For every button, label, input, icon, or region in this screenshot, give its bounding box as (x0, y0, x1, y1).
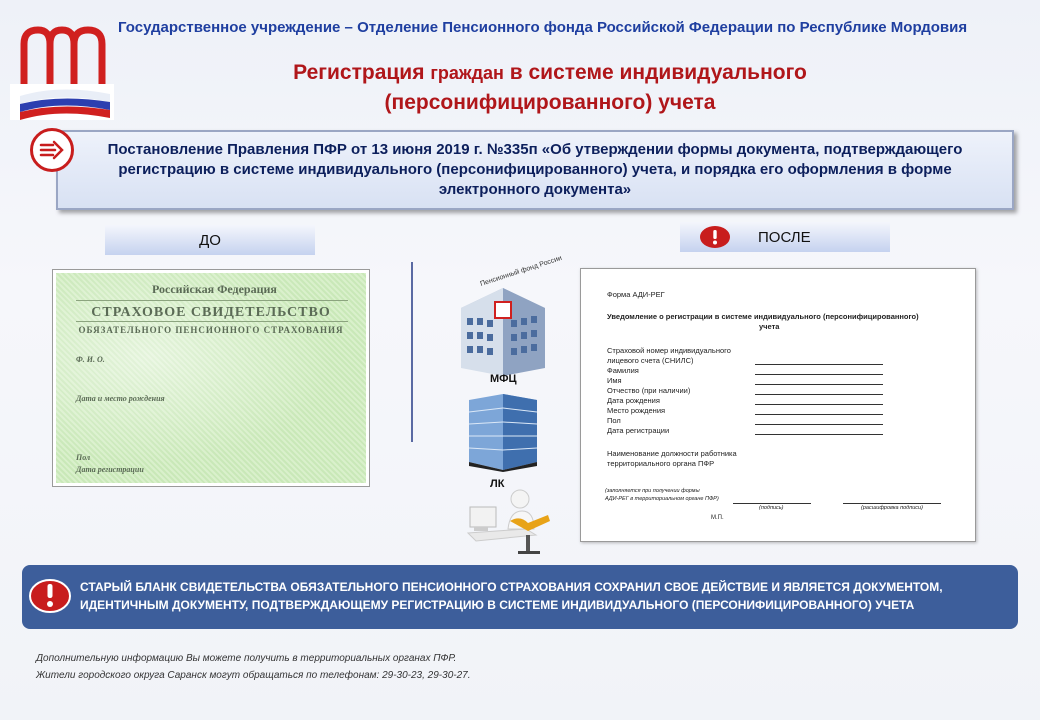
form-field-name: Имя (607, 376, 622, 385)
cert-field-sex: Пол (76, 453, 91, 462)
form-line (755, 434, 883, 435)
cert-title: СТРАХОВОЕ СВИДЕТЕЛЬСТВО (91, 305, 331, 320)
form-line (755, 374, 883, 375)
form-decoding-label: (расшифровка подписи) (861, 505, 923, 511)
mfc-label: МФЦ (490, 373, 517, 385)
form-field-birthdate: Дата рождения (607, 396, 660, 405)
cert-rule (76, 300, 348, 301)
tab-before-label: ДО (199, 231, 221, 249)
title-part3: в системе индивидуального (509, 61, 807, 84)
form-field-regdate: Дата регистрации (607, 426, 670, 435)
cert-subtitle: ОБЯЗАТЕЛЬНОГО ПЕНСИОННОГО СТРАХОВАНИЯ (78, 325, 344, 335)
title-line2: (персонифицированного) учета (384, 91, 716, 114)
pfr-building-sign: Пенсионный фонд России (479, 254, 563, 288)
form-decoding-line (843, 503, 941, 504)
form-note-line2: АДИ-РЕГ в территориальном органе ПФР) (605, 496, 719, 502)
cert-rule (76, 321, 348, 322)
form-position-line1: Наименование должности работника (607, 449, 737, 458)
resolution-text: Постановление Правления ПФР от 13 июня 2019 г. №335п «Об утверждении формы документа, подтверждающего регистрацию в системе индивидуального (персонифицированного) учета, и порядка его оформления в форме электронного документа» (107, 141, 963, 198)
form-note-line1: (заполняется при получении формы (605, 488, 700, 494)
divider (411, 262, 413, 442)
resolution-banner (56, 130, 1014, 210)
form-position-line2: территориального органа ПФР (607, 459, 715, 468)
form-stamp: М.П. (711, 515, 724, 521)
old-certificate-image (52, 269, 370, 487)
form-line (755, 394, 883, 395)
tab-after (680, 222, 890, 252)
form-heading-line1: Уведомление о регистрации в системе индивидуального (персонифицированного) (607, 312, 919, 321)
tab-before (105, 225, 315, 255)
notice-line2: ИДЕНТИЧНЫМ ДОКУМЕНТУ, ПОДТВЕРЖДАЮЩЕМУ РЕГИСТРАЦИЮ В СИСТЕМЕ ИНДИВИДУАЛЬНОГО (ПЕРСОНИФИЦИРОВАННОГО) УЧЕТА (80, 598, 915, 612)
form-field-surname: Фамилия (607, 366, 639, 375)
cert-field-birth: Дата и место рождения (76, 394, 165, 403)
pfr-logo (10, 14, 114, 120)
form-line (755, 404, 883, 405)
cert-country: Российская Федерация (152, 282, 277, 296)
form-line (755, 364, 883, 365)
footer-line1: Дополнительную информацию Вы можете получить в территориальных органах ПФР. (36, 653, 457, 664)
form-heading-line2: учета (759, 322, 780, 331)
form-name: Форма АДИ-РЕГ (607, 290, 665, 299)
title-part1: Регистрация (293, 61, 425, 84)
form-snils-line2: лицевого счета (СНИЛС) (607, 356, 694, 365)
adi-reg-form-image (580, 268, 976, 542)
page-title (150, 58, 950, 117)
lk-label: ЛК (490, 478, 505, 490)
notice-line1: СТАРЫЙ БЛАНК СВИДЕТЕЛЬСТВА ОБЯЗАТЕЛЬНОГО ПЕНСИОННОГО СТРАХОВАНИЯ СОХРАНИЛ СВОЕ ДЕЙСТВИЕ И ЯВЛЯЕТСЯ ДОКУМЕНТОМ, (80, 580, 943, 594)
footer-line2: Жители городского округа Саранск могут обращаться по телефонам: 29-30-23, 29-30-27. (36, 670, 471, 681)
form-snils-line1: Страховой номер индивидуального (607, 346, 731, 355)
form-field-patronymic: Отчество (при наличии) (607, 386, 691, 395)
arrow-right-icon (30, 128, 74, 172)
title-part2: граждан (430, 63, 504, 83)
form-signature-label: (подпись) (759, 505, 784, 511)
pfr-building-icon (455, 254, 563, 378)
form-line (755, 424, 883, 425)
cert-field-regdate: Дата регистрации (76, 465, 144, 474)
form-field-sex: Пол (607, 416, 621, 425)
computer-user-icon (466, 485, 556, 555)
form-line (755, 414, 883, 415)
form-field-birthplace: Место рождения (607, 406, 666, 415)
alert-icon (700, 226, 730, 248)
mfc-building-icon (463, 392, 543, 472)
form-signature-line (733, 503, 811, 504)
alert-icon (28, 578, 72, 614)
organization-name: Государственное учреждение – Отделение Пенсионного фонда Российской Федерации по Республике Мордовия (118, 19, 968, 36)
footer-info (36, 650, 471, 684)
cert-field-fio: Ф. И. О. (76, 355, 105, 364)
tab-after-label: ПОСЛЕ (758, 228, 811, 246)
notice-banner (22, 565, 1018, 629)
form-line (755, 384, 883, 385)
